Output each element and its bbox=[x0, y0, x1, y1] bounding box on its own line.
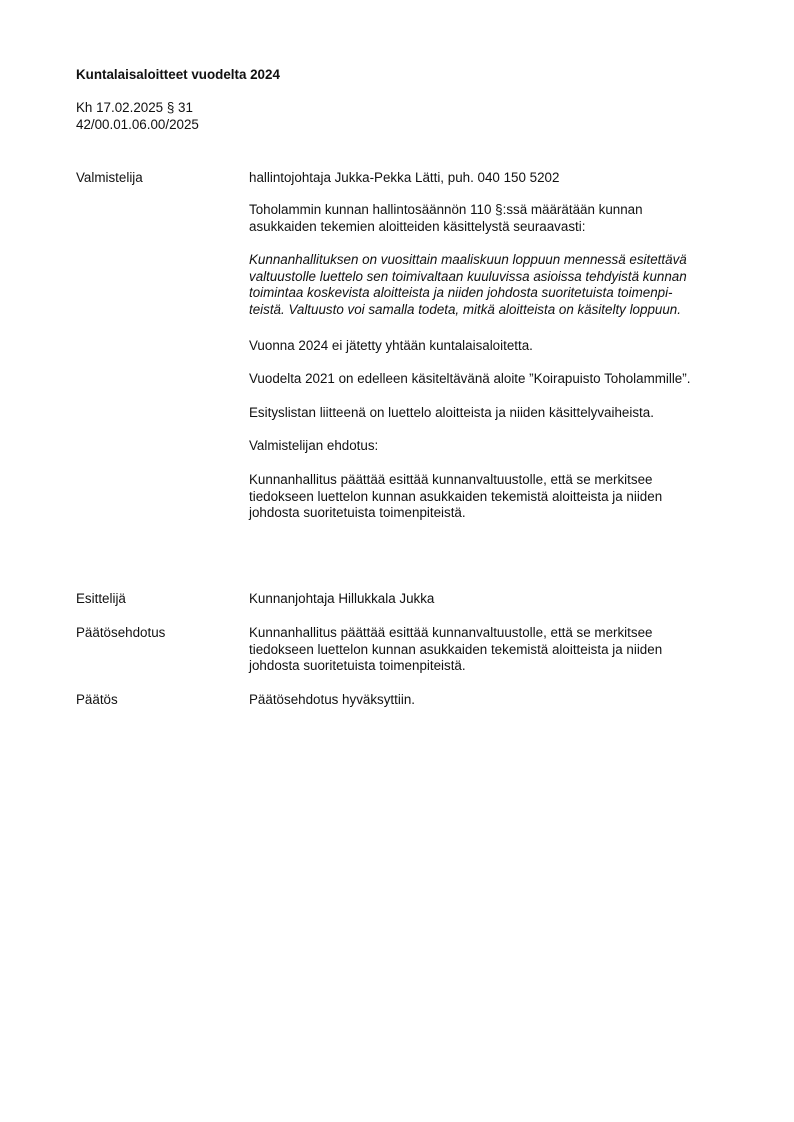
quote-line: valtuustolle luettelo sen toimivaltaan kuuluvissa asioissa tehdyistä kunnan bbox=[249, 268, 687, 284]
paragraph-line: Vuodelta 2021 on edelleen käsiteltävänä aloite ”Koirapuisto Toholammille”. bbox=[249, 371, 691, 386]
meeting-reference: Kh 17.02.2025 § 31 bbox=[76, 100, 193, 115]
diary-number: 42/00.01.06.00/2025 bbox=[76, 117, 199, 132]
paatosehdotus-content bbox=[249, 625, 749, 675]
preparer-line: hallintojohtaja Jukka-Pekka Lätti, puh. 040 150 5202 bbox=[249, 170, 560, 185]
paatos-value bbox=[249, 692, 749, 709]
paragraph-attachment bbox=[249, 405, 749, 422]
proposal-line: johdosta suoritetuista toimenpiteistä. bbox=[249, 505, 466, 520]
label-paatos: Päätös bbox=[76, 692, 118, 707]
decision-proposal-line: tiedokseen luettelon kunnan asukkaiden tekemistä aloitteista ja niiden bbox=[249, 641, 663, 657]
regulation-paragraph bbox=[249, 202, 749, 235]
esittelija-value bbox=[249, 591, 749, 608]
label-paatosehdotus: Päätösehdotus bbox=[76, 625, 166, 640]
document-title: Kuntalaisaloitteet vuodelta 2024 bbox=[76, 67, 280, 82]
decision-proposal-line: johdosta suoritetuista toimenpiteistä. bbox=[249, 658, 466, 673]
paragraph-line: Toholammin kunnan hallintosäännön 110 §:ssä määrätään kunnan bbox=[249, 202, 643, 217]
paragraph-2021 bbox=[249, 371, 749, 388]
decision-proposal-line: Kunnanhallitus päättää esittää kunnanvaltuustolle, että se merkitsee bbox=[249, 625, 653, 640]
paragraph-line: asukkaiden tekemien aloitteiden käsittelystä seuraavasti: bbox=[249, 218, 586, 234]
paragraph-2024 bbox=[249, 338, 749, 355]
valmistelija-content bbox=[249, 170, 749, 187]
paragraph-line: Vuonna 2024 ei jätetty yhtään kuntalaisaloitetta. bbox=[249, 338, 533, 353]
quoted-regulation bbox=[249, 252, 749, 318]
label-esittelija: Esittelijä bbox=[76, 591, 126, 606]
quote-line: Kunnanhallituksen on vuosittain maaliskuun loppuun mennessä esitettävä bbox=[249, 252, 687, 267]
proposal-heading bbox=[249, 438, 749, 455]
paragraph-line: Esityslistan liitteenä on luettelo aloitteista ja niiden käsittelyvaiheista. bbox=[249, 405, 654, 420]
proposal-line: Kunnanhallitus päättää esittää kunnanvaltuustolle, että se merkitsee bbox=[249, 472, 653, 487]
proposal-line: tiedokseen luettelon kunnan asukkaiden tekemistä aloitteista ja niiden bbox=[249, 488, 663, 504]
presenter-line: Kunnanjohtaja Hillukkala Jukka bbox=[249, 591, 435, 606]
paragraph-line: Valmistelijan ehdotus: bbox=[249, 438, 379, 453]
quote-line: toimintaa koskevista aloitteista ja niiden johdosta suoritetuista toimenpi- bbox=[249, 285, 673, 300]
decision-line: Päätösehdotus hyväksyttiin. bbox=[249, 692, 415, 707]
preparer-proposal bbox=[249, 472, 749, 522]
quote-line: teistä. Valtuusto voi samalla todeta, mitkä aloitteista on käsitelty loppuun. bbox=[249, 301, 681, 317]
label-valmistelija: Valmistelija bbox=[76, 170, 143, 185]
